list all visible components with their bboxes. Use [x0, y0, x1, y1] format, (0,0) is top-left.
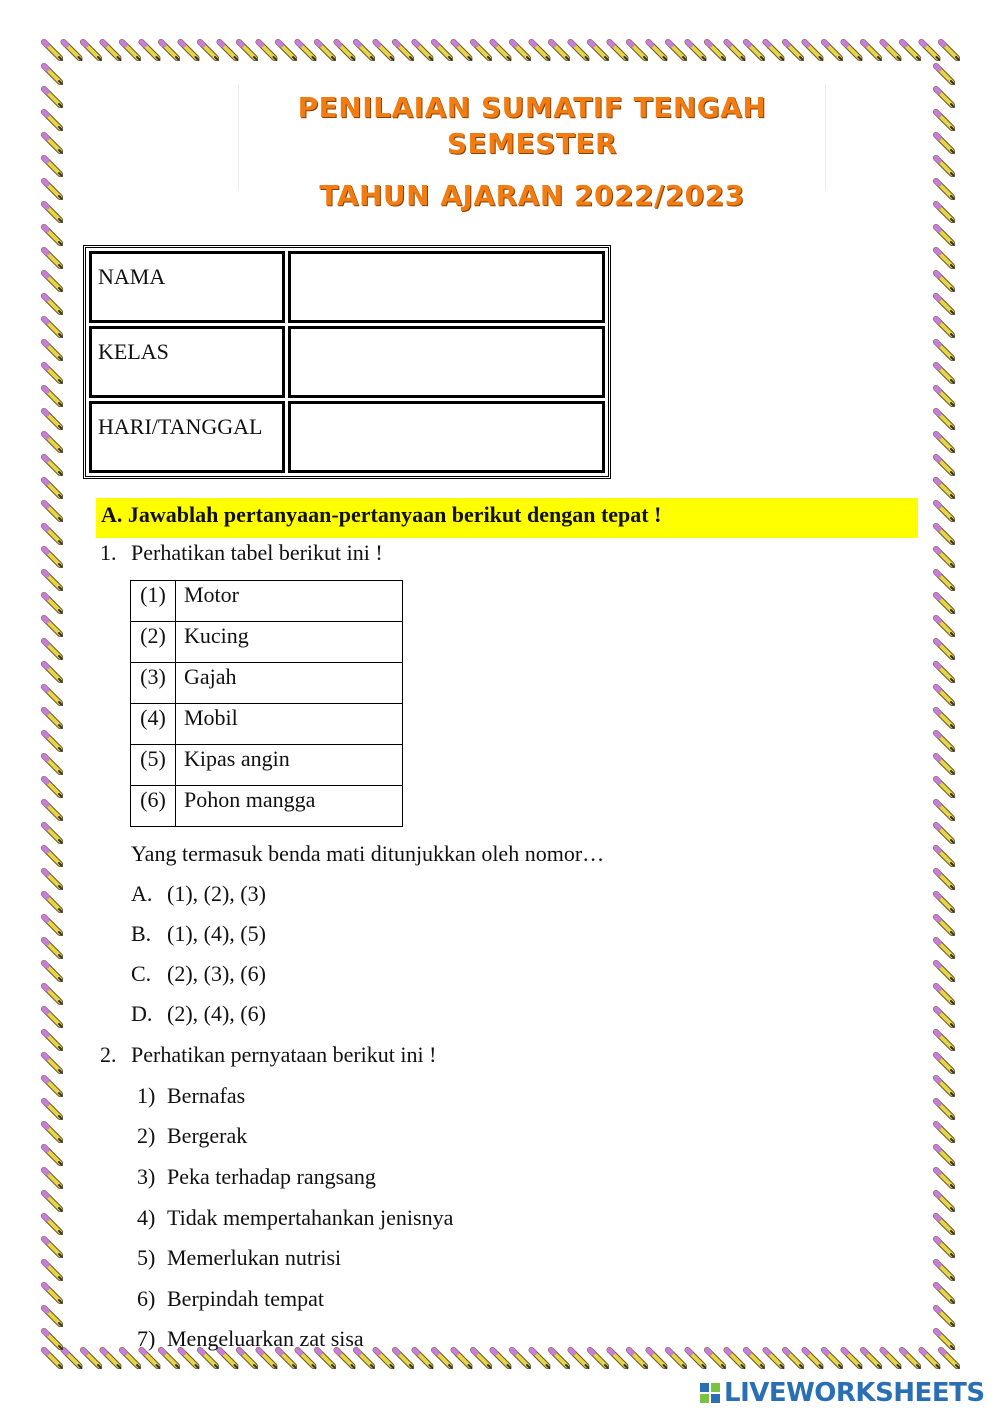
pencil-icon	[668, 1350, 686, 1368]
pencil-icon	[936, 457, 954, 475]
pencil-icon	[936, 687, 954, 705]
pencil-icon	[44, 733, 62, 751]
pencil-icon	[707, 42, 725, 60]
pencil-icon	[44, 1032, 62, 1050]
pencil-icon	[936, 572, 954, 590]
pencil-icon	[936, 595, 954, 613]
pencil-icon	[44, 526, 62, 544]
pencil-icon	[44, 434, 62, 452]
student-info-table	[83, 245, 611, 479]
pencil-icon	[415, 1350, 433, 1368]
pencil-icon	[337, 1350, 355, 1368]
pencil-icon	[610, 42, 628, 60]
statement-text: Tidak mempertahankan jenisnya	[167, 1205, 454, 1230]
pencil-icon	[44, 848, 62, 866]
question-1-prompt: Perhatikan tabel berikut ini !	[131, 540, 383, 565]
table-row	[131, 745, 403, 786]
table-cell-item: Pohon mangga	[176, 786, 403, 827]
answer-option-a[interactable]	[131, 881, 266, 907]
pencil-icon	[44, 112, 62, 130]
pencil-icon	[473, 42, 491, 60]
option-letter: B.	[131, 921, 152, 946]
table-row	[131, 786, 403, 827]
pencil-icon	[936, 365, 954, 383]
pencil-icon	[44, 1239, 62, 1257]
pencil-icon	[936, 1170, 954, 1188]
info-row-name	[89, 251, 605, 323]
pencil-icon	[936, 526, 954, 544]
pencil-icon	[44, 480, 62, 498]
pencil-icon	[936, 871, 954, 889]
pencil-icon	[44, 710, 62, 728]
info-row-class	[89, 326, 605, 398]
section-a-heading: A. Jawablah pertanyaan-pertanyaan berikut dengan tepat !	[96, 498, 918, 538]
pencil-icon	[434, 1350, 452, 1368]
option-letter: A.	[131, 881, 153, 906]
table-cell-number: (6)	[131, 786, 176, 827]
pencil-icon	[727, 1350, 745, 1368]
pencil-icon	[44, 641, 62, 659]
statement-text: Berpindah tempat	[167, 1286, 325, 1311]
pencil-icon	[44, 917, 62, 935]
pencil-icon	[44, 365, 62, 383]
pencil-icon	[44, 250, 62, 268]
pencil-icon	[493, 1350, 511, 1368]
table-cell-item: Kipas angin	[176, 745, 403, 786]
statement-number: 3)	[137, 1164, 156, 1189]
pencil-icon	[936, 1331, 954, 1349]
pencil-icon	[936, 503, 954, 521]
pencil-icon	[103, 1350, 121, 1368]
pencil-icon	[805, 1350, 823, 1368]
pencil-icon	[805, 42, 823, 60]
pencil-icon	[936, 1101, 954, 1119]
pencil-icon	[936, 66, 954, 84]
title-line-1: PENILAIAN SUMATIF TENGAH SEMESTER	[297, 91, 767, 160]
pencil-icon	[936, 664, 954, 682]
pencil-icon	[44, 227, 62, 245]
pencil-icon	[44, 618, 62, 636]
pencil-row-bottom	[44, 1350, 959, 1368]
pencil-icon	[44, 687, 62, 705]
pencil-icon	[610, 1350, 628, 1368]
pencil-icon	[44, 549, 62, 567]
pencil-icon	[936, 917, 954, 935]
list-item	[137, 1083, 245, 1109]
pencil-icon	[278, 42, 296, 60]
list-item	[137, 1326, 364, 1352]
pencil-icon	[44, 1170, 62, 1188]
pencil-icon	[902, 1350, 920, 1368]
pencil-icon	[376, 1350, 394, 1368]
list-item	[137, 1245, 341, 1271]
pencil-icon	[44, 342, 62, 360]
table-row	[131, 622, 403, 663]
pencil-icon	[44, 1147, 62, 1165]
pencil-icon	[649, 1350, 667, 1368]
pencil-icon	[571, 1350, 589, 1368]
pencil-icon	[629, 1350, 647, 1368]
pencil-icon	[44, 66, 62, 84]
option-text: (1), (2), (3)	[167, 881, 266, 906]
question-1-table	[130, 580, 403, 827]
pencil-icon	[44, 1216, 62, 1234]
pencil-icon	[44, 319, 62, 337]
pencil-icon	[239, 42, 257, 60]
pencil-icon	[122, 1350, 140, 1368]
pencil-icon	[298, 42, 316, 60]
pencil-icon	[473, 1350, 491, 1368]
pencil-icon	[44, 158, 62, 176]
table-cell-item: Gajah	[176, 663, 403, 704]
pencil-icon	[44, 296, 62, 314]
pencil-icon	[415, 42, 433, 60]
pencil-icon	[883, 1350, 901, 1368]
answer-option-c[interactable]	[131, 961, 266, 987]
pencil-icon	[161, 1350, 179, 1368]
pencil-icon	[936, 319, 954, 337]
pencil-icon	[936, 342, 954, 360]
pencil-icon	[64, 42, 82, 60]
pencil-icon	[707, 1350, 725, 1368]
liveworksheets-logo-icon	[700, 1383, 720, 1403]
pencil-icon	[44, 503, 62, 521]
pencil-icon	[688, 1350, 706, 1368]
option-text: (2), (4), (6)	[167, 1001, 266, 1026]
pencil-icon	[936, 1262, 954, 1280]
pencil-icon	[824, 42, 842, 60]
pencil-icon	[936, 1285, 954, 1303]
pencil-icon	[44, 664, 62, 682]
pencil-icon	[44, 871, 62, 889]
statement-text: Bergerak	[167, 1123, 248, 1148]
table-cell-number: (3)	[131, 663, 176, 704]
table-cell-number: (2)	[131, 622, 176, 663]
pencil-icon	[936, 204, 954, 222]
page-title	[238, 84, 826, 212]
pencil-icon	[936, 480, 954, 498]
pencil-icon	[902, 42, 920, 60]
pencil-icon	[863, 42, 881, 60]
pencil-icon	[936, 1147, 954, 1165]
pencil-icon	[785, 42, 803, 60]
table-row	[131, 663, 403, 704]
pencil-icon	[936, 1239, 954, 1257]
pencil-icon	[936, 1055, 954, 1073]
pencil-icon	[922, 1350, 940, 1368]
pencil-icon	[44, 135, 62, 153]
pencil-icon	[936, 986, 954, 1004]
pencil-icon	[44, 572, 62, 590]
answer-option-b[interactable]	[131, 921, 266, 947]
liveworksheets-logo[interactable]	[700, 1378, 985, 1408]
pencil-icon	[936, 618, 954, 636]
pencil-icon	[220, 42, 238, 60]
statement-number: 2)	[137, 1123, 156, 1148]
question-1-text: Yang termasuk benda mati ditunjukkan oleh nomor…	[131, 841, 605, 866]
pencil-row-top	[44, 42, 959, 60]
pencil-icon	[922, 42, 940, 60]
pencil-icon	[936, 89, 954, 107]
pencil-icon	[936, 1032, 954, 1050]
pencil-icon	[44, 1078, 62, 1096]
pencil-icon	[668, 42, 686, 60]
pencil-icon	[44, 779, 62, 797]
pencil-icon	[44, 1124, 62, 1142]
pencil-icon	[44, 1331, 62, 1349]
pencil-icon	[44, 940, 62, 958]
pencil-icon	[44, 1350, 62, 1368]
pencil-icon	[941, 1350, 959, 1368]
pencil-icon	[532, 1350, 550, 1368]
info-field-class[interactable]	[288, 326, 605, 398]
pencil-icon	[200, 1350, 218, 1368]
pencil-icon	[454, 1350, 472, 1368]
pencil-icon	[44, 42, 62, 60]
table-cell-item: Kucing	[176, 622, 403, 663]
pencil-icon	[746, 1350, 764, 1368]
pencil-icon	[936, 779, 954, 797]
pencil-icon	[936, 388, 954, 406]
title-line-2: TAHUN AJARAN 2022/2023	[319, 179, 745, 212]
pencil-icon	[181, 42, 199, 60]
statement-text: Mengeluarkan zat sisa	[167, 1326, 364, 1351]
pencil-icon	[44, 1285, 62, 1303]
table-row	[131, 581, 403, 622]
pencil-icon	[317, 42, 335, 60]
pencil-column-left	[44, 66, 62, 1349]
pencil-icon	[590, 1350, 608, 1368]
pencil-icon	[936, 940, 954, 958]
pencil-icon	[142, 42, 160, 60]
pencil-icon	[317, 1350, 335, 1368]
statement-text: Memerlukan nutrisi	[167, 1245, 342, 1270]
list-item	[137, 1123, 247, 1149]
pencil-icon	[936, 1216, 954, 1234]
pencil-icon	[44, 1055, 62, 1073]
pencil-icon	[44, 595, 62, 613]
pencil-icon	[936, 549, 954, 567]
pencil-icon	[83, 1350, 101, 1368]
pencil-icon	[936, 1193, 954, 1211]
pencil-icon	[44, 825, 62, 843]
pencil-icon	[337, 42, 355, 60]
pencil-icon	[181, 1350, 199, 1368]
pencil-icon	[298, 1350, 316, 1368]
question-2-number: 2.	[100, 1042, 117, 1067]
table-cell-item: Motor	[176, 581, 403, 622]
pencil-icon	[44, 411, 62, 429]
pencil-icon	[551, 1350, 569, 1368]
pencil-icon	[434, 42, 452, 60]
option-letter: C.	[131, 961, 152, 986]
pencil-icon	[936, 963, 954, 981]
list-item	[137, 1286, 324, 1312]
list-item	[137, 1164, 376, 1190]
statement-number: 1)	[137, 1083, 156, 1108]
pencil-icon	[142, 1350, 160, 1368]
pencil-icon	[44, 388, 62, 406]
pencil-icon	[941, 42, 959, 60]
pencil-icon	[551, 42, 569, 60]
pencil-icon	[44, 1101, 62, 1119]
pencil-column-right	[936, 66, 954, 1349]
pencil-icon	[532, 42, 550, 60]
pencil-icon	[727, 42, 745, 60]
pencil-icon	[936, 250, 954, 268]
pencil-icon	[395, 42, 413, 60]
liveworksheets-brand-text: LIVEWORKSHEETS	[724, 1378, 985, 1408]
pencil-icon	[936, 756, 954, 774]
pencil-icon	[44, 273, 62, 291]
pencil-icon	[64, 1350, 82, 1368]
pencil-icon	[629, 42, 647, 60]
statement-text: Peka terhadap rangsang	[167, 1164, 376, 1189]
pencil-icon	[688, 42, 706, 60]
pencil-icon	[883, 42, 901, 60]
pencil-icon	[863, 1350, 881, 1368]
pencil-icon	[44, 1262, 62, 1280]
table-row	[131, 704, 403, 745]
pencil-icon	[103, 42, 121, 60]
pencil-icon	[590, 42, 608, 60]
pencil-icon	[493, 42, 511, 60]
pencil-icon	[454, 42, 472, 60]
pencil-icon	[44, 457, 62, 475]
statement-number: 6)	[137, 1286, 156, 1311]
pencil-icon	[44, 204, 62, 222]
pencil-icon	[936, 135, 954, 153]
info-label-class: KELAS	[89, 326, 285, 398]
pencil-icon	[766, 42, 784, 60]
pencil-icon	[936, 1078, 954, 1096]
pencil-icon	[936, 894, 954, 912]
pencil-icon	[44, 1308, 62, 1326]
pencil-icon	[936, 1124, 954, 1142]
pencil-icon	[936, 434, 954, 452]
pencil-icon	[746, 42, 764, 60]
pencil-icon	[44, 986, 62, 1004]
info-field-date[interactable]	[288, 401, 605, 473]
pencil-icon	[376, 42, 394, 60]
pencil-icon	[44, 1009, 62, 1027]
pencil-icon	[936, 181, 954, 199]
pencil-icon	[824, 1350, 842, 1368]
pencil-icon	[44, 963, 62, 981]
pencil-icon	[44, 181, 62, 199]
pencil-icon	[936, 1308, 954, 1326]
pencil-icon	[44, 1193, 62, 1211]
pencil-icon	[936, 848, 954, 866]
pencil-icon	[936, 641, 954, 659]
pencil-icon	[356, 1350, 374, 1368]
answer-option-d[interactable]	[131, 1001, 266, 1027]
statement-text: Bernafas	[167, 1083, 246, 1108]
pencil-icon	[936, 158, 954, 176]
pencil-icon	[936, 296, 954, 314]
pencil-icon	[936, 1009, 954, 1027]
pencil-icon	[936, 710, 954, 728]
pencil-icon	[161, 42, 179, 60]
pencil-icon	[200, 42, 218, 60]
option-text: (2), (3), (6)	[167, 961, 266, 986]
pencil-icon	[936, 411, 954, 429]
table-cell-number: (1)	[131, 581, 176, 622]
pencil-icon	[936, 273, 954, 291]
pencil-icon	[44, 89, 62, 107]
question-2-prompt: Perhatikan pernyataan berikut ini !	[131, 1042, 437, 1067]
statement-number: 7)	[137, 1326, 156, 1351]
pencil-icon	[785, 1350, 803, 1368]
table-cell-number: (5)	[131, 745, 176, 786]
pencil-icon	[395, 1350, 413, 1368]
pencil-icon	[278, 1350, 296, 1368]
pencil-icon	[571, 42, 589, 60]
pencil-icon	[512, 42, 530, 60]
statement-number: 5)	[137, 1245, 156, 1270]
pencil-icon	[122, 42, 140, 60]
pencil-icon	[44, 802, 62, 820]
option-letter: D.	[131, 1001, 153, 1026]
option-text: (1), (4), (5)	[167, 921, 266, 946]
table-cell-item: Mobil	[176, 704, 403, 745]
pencil-icon	[259, 42, 277, 60]
pencil-icon	[259, 1350, 277, 1368]
pencil-icon	[936, 227, 954, 245]
statement-number: 4)	[137, 1205, 156, 1230]
pencil-icon	[936, 733, 954, 751]
pencil-icon	[83, 42, 101, 60]
pencil-icon	[220, 1350, 238, 1368]
info-field-name[interactable]	[288, 251, 605, 323]
info-label-name: NAMA	[89, 251, 285, 323]
pencil-icon	[44, 756, 62, 774]
pencil-icon	[844, 1350, 862, 1368]
pencil-icon	[649, 42, 667, 60]
pencil-icon	[239, 1350, 257, 1368]
table-cell-number: (4)	[131, 704, 176, 745]
pencil-icon	[936, 802, 954, 820]
question-1-number: 1.	[100, 540, 117, 565]
info-row-date	[89, 401, 605, 473]
pencil-icon	[512, 1350, 530, 1368]
pencil-icon	[44, 894, 62, 912]
pencil-icon	[766, 1350, 784, 1368]
pencil-icon	[844, 42, 862, 60]
list-item	[137, 1205, 453, 1231]
pencil-icon	[356, 42, 374, 60]
pencil-icon	[936, 112, 954, 130]
info-label-date: HARI/TANGGAL	[89, 401, 285, 473]
pencil-icon	[936, 825, 954, 843]
